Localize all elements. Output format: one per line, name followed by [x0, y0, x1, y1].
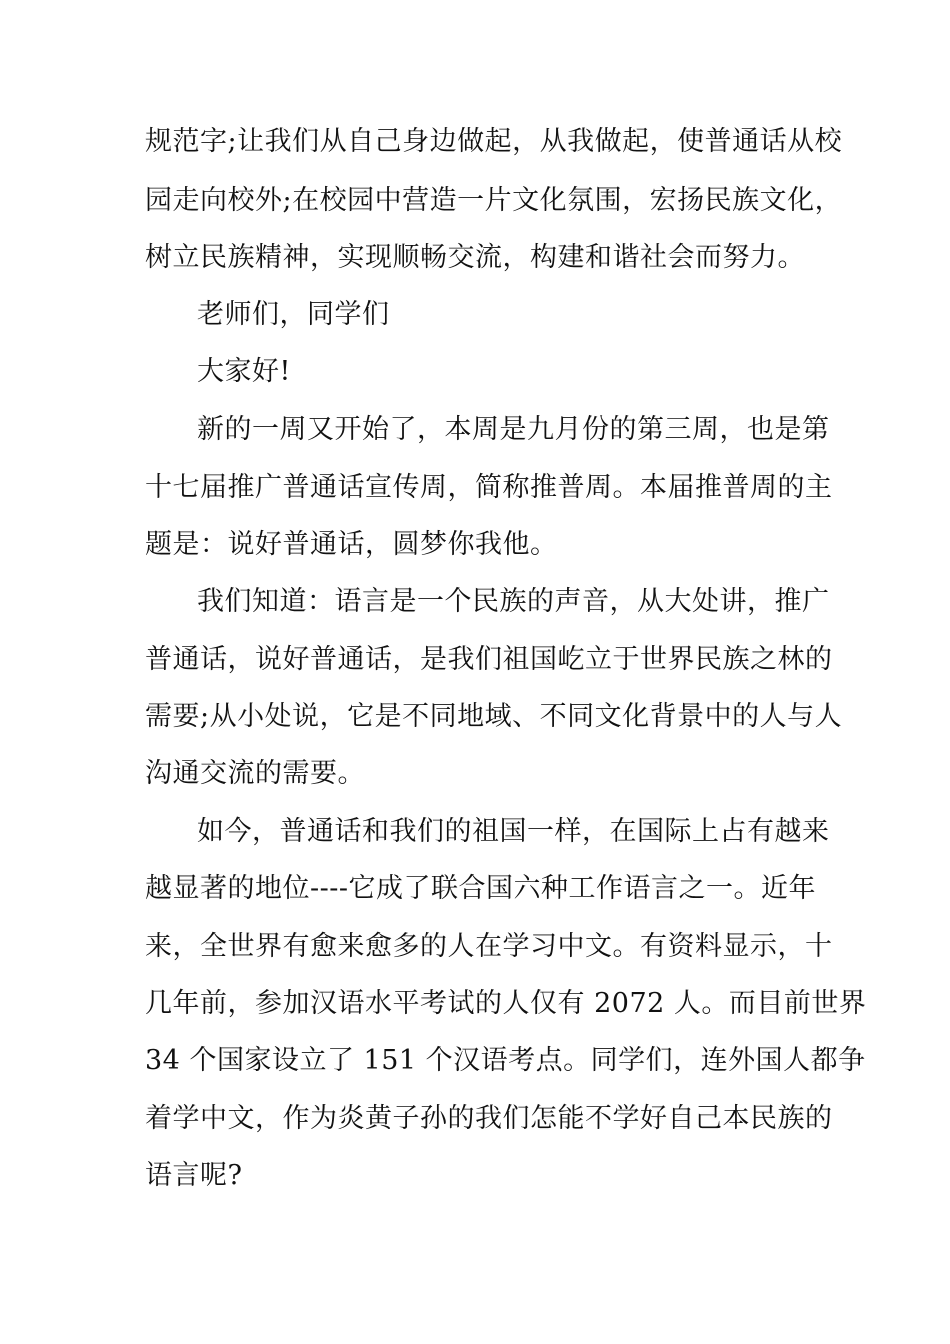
text-line: 语言呢?	[145, 1160, 243, 1191]
text-line: 几年前，参加汉语水平考试的人仅有 2072 人。而目前世界	[145, 988, 867, 1019]
paragraph-start: 如今，普通话和我们的祖国一样，在国际上占有越来	[197, 816, 830, 847]
paragraph-start: 我们知道：语言是一个民族的声音，从大处讲，推广	[197, 586, 830, 617]
text-line: 沟通交流的需要。	[145, 758, 365, 789]
greeting-line: 大家好!	[197, 356, 291, 387]
text-line: 普通话，说好普通话，是我们祖国屹立于世界民族之林的	[145, 644, 833, 675]
text-line: 题是：说好普通话，圆梦你我他。	[145, 529, 558, 560]
text-line: 十七届推广普通话宣传周，简称推普周。本届推普周的主	[145, 472, 833, 503]
text-line: 需要;从小处说，它是不同地域、不同文化背景中的人与人	[145, 701, 843, 732]
text-line: 来，全世界有愈来愈多的人在学习中文。有资料显示，十	[145, 931, 833, 962]
text-line: 园走向校外;在校园中营造一片文化氛围，宏扬民族文化，	[145, 185, 843, 216]
greeting-line: 老师们，同学们	[197, 299, 390, 330]
text-line: 34 个国家设立了 151 个汉语考点。同学们，连外国人都争	[145, 1045, 866, 1076]
text-line: 越显著的地位----它成了联合国六种工作语言之一。近年	[145, 873, 816, 904]
paragraph-start: 新的一周又开始了，本周是九月份的第三周，也是第	[197, 414, 830, 445]
text-line: 树立民族精神，实现顺畅交流，构建和谐社会而努力。	[145, 242, 805, 273]
text-line: 着学中文，作为炎黄子孙的我们怎能不学好自己本民族的	[145, 1103, 833, 1134]
text-line: 规范字;让我们从自己身边做起，从我做起，使普通话从校	[145, 126, 843, 157]
